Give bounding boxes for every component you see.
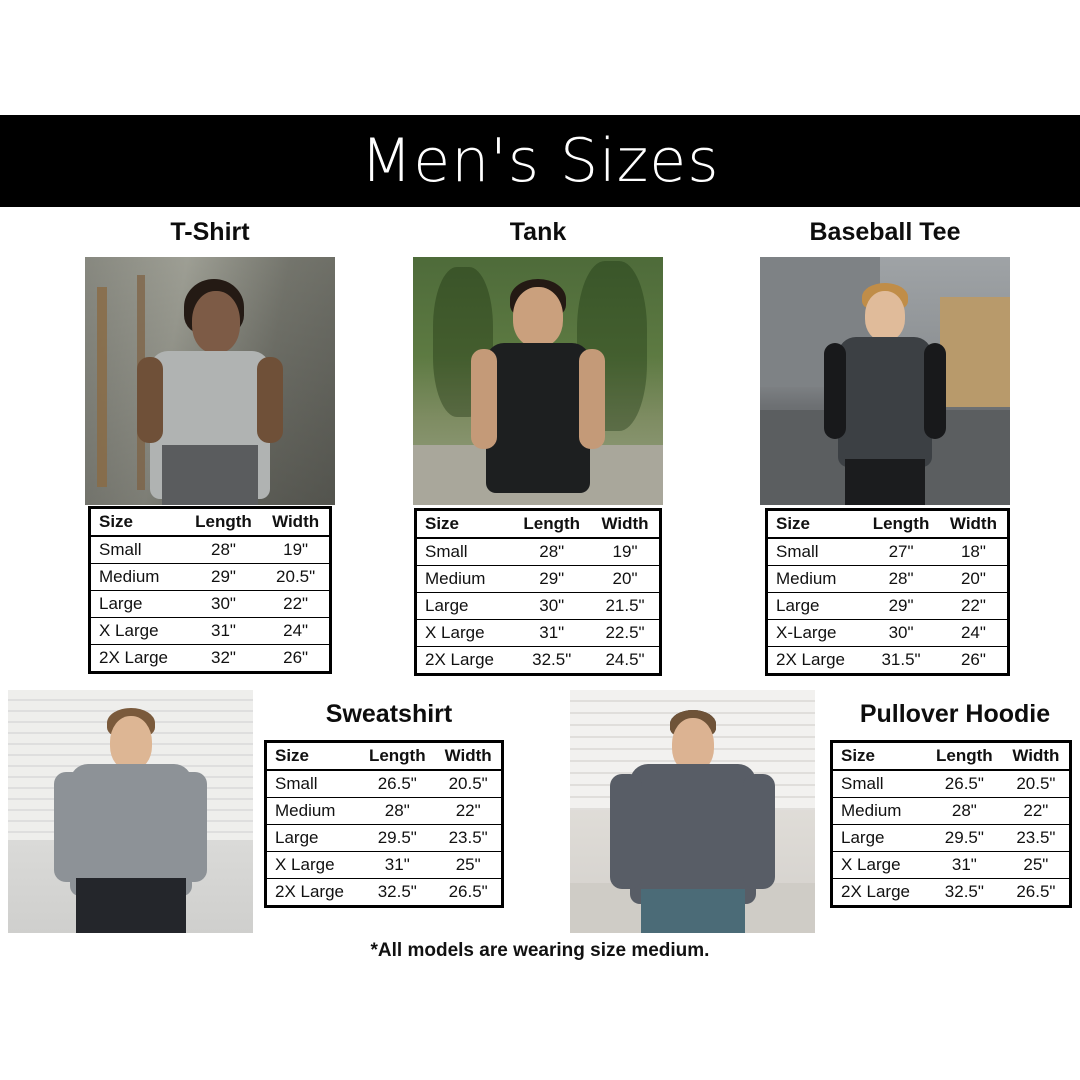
cell-length: 29" (862, 593, 940, 620)
column-header-width: Width (262, 508, 330, 537)
column-header-size: Size (90, 508, 185, 537)
cell-length: 28" (211, 540, 236, 559)
cell-length: 27" (888, 542, 914, 561)
cell-width: 23.5" (1003, 825, 1071, 852)
cell-width: 22" (940, 593, 1009, 620)
product-photo-t-shirt (85, 257, 335, 505)
cell-length: 29" (185, 564, 262, 591)
cell-size: Small (776, 542, 819, 561)
table-row (266, 879, 503, 907)
cell-width: 26.5" (435, 879, 502, 907)
cell-size: 2X Large (90, 645, 185, 673)
product-block-tank (408, 218, 668, 669)
column-header-width: Width (940, 510, 1009, 539)
cell-length: 28" (359, 798, 435, 825)
cell-length: 31" (926, 852, 1003, 879)
cell-width: 20" (591, 566, 660, 593)
table-header-row (90, 508, 331, 537)
column-header-length: Length (862, 510, 940, 539)
cell-length: 29" (512, 566, 591, 593)
cell-size: Large (832, 825, 926, 852)
cell-size: X Large (90, 618, 185, 645)
table-header-row (416, 510, 661, 539)
column-header-length: Length (185, 508, 262, 537)
cell-width: 22" (1003, 798, 1071, 825)
size-table-tank (414, 508, 662, 676)
cell-size: Large (90, 591, 185, 618)
table-row (90, 645, 331, 673)
product-title-tank: Tank (509, 218, 567, 246)
table-row (832, 852, 1071, 879)
cell-size: Large (416, 593, 513, 620)
cell-length: 26.5" (377, 774, 417, 793)
cell-size: 2X Large (266, 879, 360, 907)
cell-size: 2X Large (416, 647, 513, 675)
cell-width: 25" (1003, 852, 1071, 879)
cell-size: Small (275, 774, 318, 793)
cell-length: 31" (359, 852, 435, 879)
table-row (416, 620, 661, 647)
cell-width: 18" (960, 542, 986, 561)
cell-size: 2X Large (767, 647, 863, 675)
column-header-width: Width (591, 510, 660, 539)
product-title-t-shirt: T-Shirt (170, 218, 250, 246)
cell-size: X Large (832, 852, 926, 879)
column-header-size: Size (266, 742, 360, 771)
cell-length: 31" (185, 618, 262, 645)
table-row (416, 538, 661, 566)
column-header-size: Size (767, 510, 863, 539)
cell-width: 19" (612, 542, 638, 561)
column-header-width: Width (1003, 742, 1071, 771)
cell-size: X Large (266, 852, 360, 879)
column-header-length: Length (359, 742, 435, 771)
size-table-sweatshirt (264, 740, 504, 908)
table-row (90, 591, 331, 618)
table-row (767, 538, 1009, 566)
cell-size: Small (99, 540, 142, 559)
size-table-t-shirt (88, 506, 332, 674)
table-row (266, 852, 503, 879)
product-block-baseball-tee (755, 218, 1015, 669)
table-row (832, 798, 1071, 825)
cell-length: 28" (926, 798, 1003, 825)
product-block-sweatshirt (264, 700, 514, 901)
table-header-row (266, 742, 503, 771)
cell-length: 26.5" (944, 774, 984, 793)
cell-size: Medium (832, 798, 926, 825)
cell-width: 22" (435, 798, 502, 825)
size-table-pullover-hoodie (830, 740, 1072, 908)
page-title: Men's Sizes (360, 126, 720, 196)
cell-length: 32" (185, 645, 262, 673)
table-row (266, 825, 503, 852)
footnote: *All models are wearing size medium. (370, 940, 710, 961)
product-title-pullover-hoodie: Pullover Hoodie (859, 700, 1051, 728)
column-header-length: Length (926, 742, 1003, 771)
cell-width: 26" (940, 647, 1009, 675)
cell-width: 22" (262, 591, 330, 618)
cell-width: 25" (435, 852, 502, 879)
table-header-row (832, 742, 1071, 771)
column-header-width: Width (435, 742, 502, 771)
cell-length: 32.5" (359, 879, 435, 907)
table-row (832, 825, 1071, 852)
column-header-size: Size (832, 742, 926, 771)
cell-width: 23.5" (435, 825, 502, 852)
cell-size: Small (425, 542, 468, 561)
product-photo-baseball-tee (760, 257, 1010, 505)
table-header-row (767, 510, 1009, 539)
cell-length: 28" (539, 542, 565, 561)
cell-width: 26.5" (1003, 879, 1071, 907)
table-row (767, 620, 1009, 647)
cell-width: 20.5" (448, 774, 488, 793)
product-photo-tank (413, 257, 663, 505)
product-photo-sweatshirt (8, 690, 253, 933)
cell-width: 20" (940, 566, 1009, 593)
size-table-baseball-tee (765, 508, 1010, 676)
product-title-baseball-tee: Baseball Tee (809, 218, 961, 246)
cell-length: 28" (862, 566, 940, 593)
cell-size: Medium (266, 798, 360, 825)
cell-size: Small (841, 774, 884, 793)
cell-size: 2X Large (832, 879, 926, 907)
cell-width: 19" (283, 540, 309, 559)
product-block-pullover-hoodie (830, 700, 1080, 901)
table-row (767, 647, 1009, 675)
table-row (90, 536, 331, 564)
cell-width: 24.5" (591, 647, 660, 675)
table-row (767, 593, 1009, 620)
cell-width: 24" (940, 620, 1009, 647)
table-row (767, 566, 1009, 593)
table-row (90, 618, 331, 645)
cell-length: 30" (512, 593, 591, 620)
cell-size: Medium (416, 566, 513, 593)
cell-width: 20.5" (1016, 774, 1056, 793)
table-row (832, 770, 1071, 798)
column-header-length: Length (512, 510, 591, 539)
table-row (90, 564, 331, 591)
cell-size: Medium (767, 566, 863, 593)
table-row (266, 798, 503, 825)
cell-size: X Large (416, 620, 513, 647)
cell-length: 31" (512, 620, 591, 647)
cell-length: 29.5" (926, 825, 1003, 852)
product-photo-pullover-hoodie (570, 690, 815, 933)
cell-size: Large (266, 825, 360, 852)
table-row (832, 879, 1071, 907)
cell-length: 30" (185, 591, 262, 618)
cell-length: 32.5" (512, 647, 591, 675)
column-header-size: Size (416, 510, 513, 539)
cell-length: 31.5" (862, 647, 940, 675)
title-banner (0, 115, 1080, 207)
cell-width: 24" (262, 618, 330, 645)
product-title-sweatshirt: Sweatshirt (325, 700, 453, 728)
cell-size: Large (767, 593, 863, 620)
cell-length: 29.5" (359, 825, 435, 852)
cell-size: X-Large (767, 620, 863, 647)
cell-width: 21.5" (591, 593, 660, 620)
cell-length: 32.5" (926, 879, 1003, 907)
table-row (266, 770, 503, 798)
product-block-t-shirt (80, 218, 340, 667)
table-row (416, 566, 661, 593)
cell-size: Medium (90, 564, 185, 591)
table-row (416, 593, 661, 620)
cell-length: 30" (862, 620, 940, 647)
cell-width: 22.5" (591, 620, 660, 647)
table-row (416, 647, 661, 675)
cell-width: 26" (262, 645, 330, 673)
cell-width: 20.5" (262, 564, 330, 591)
